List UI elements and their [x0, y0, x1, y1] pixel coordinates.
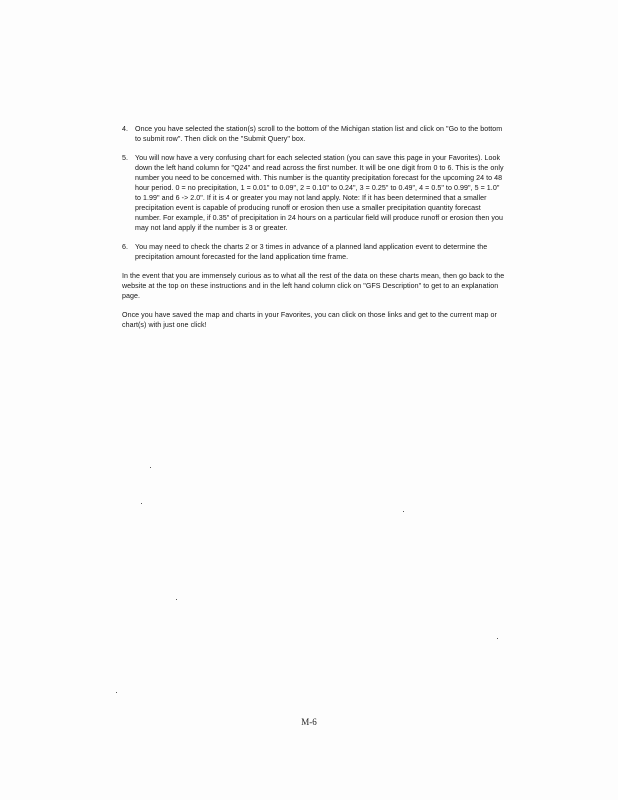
- item-text: Once you have selected the station(s) scroll to the bottom of the Michigan station list and click on "Go to the bottom to submit row". Then click on the "Submit Query" box.: [135, 125, 503, 143]
- item-number: 4.: [122, 125, 129, 133]
- scan-speck: [403, 511, 404, 512]
- scan-speck: [141, 503, 142, 504]
- instructions-body: [122, 124, 506, 339]
- item-number: 6.: [122, 243, 129, 251]
- list-item: [122, 124, 506, 144]
- list-item: [122, 242, 506, 262]
- scan-speck: [116, 692, 117, 693]
- paragraph-data-explanation: In the event that you are immensely curious as to what all the rest of the data on these charts mean, then go back to the website at the top on these instructions and in the left hand column click on "GFS Description" to get to an explanation page.: [122, 272, 505, 300]
- scan-speck: [176, 599, 177, 600]
- scan-speck: [150, 467, 151, 468]
- item-text: You will now have a very confusing chart for each selected station (you can save this page in your Favorites). Look down the left hand column for "Q24" and read across the first number. It will be one digit from 0 to 6. This is the only number you need to be concerned with. This number is the quantity precipitation forecast for the upcoming 24 to 48 hour period. 0 = no precipitation, 1 = 0.01" to 0.09", 2 = 0.10" to 0.24", 3 = 0.25" to 0.49", 4 = 0.5" to 0.99", 5 = 1.0" to 1.99" and 6 -> 2.0". If it is 4 or greater you may not land apply. Note: If it has been determined that a smaller precipitation event is capable of producing runoff or erosion then use a smaller precipitation quantity forecast number. For example, if 0.35" of precipitation in 24 hours on a particular field will produce runoff or erosion then you may not land apply if the number is 3 or greater.: [135, 154, 504, 232]
- scan-speck: [497, 638, 498, 639]
- item-text: You may need to check the charts 2 or 3 times in advance of a planned land application event to determine the precipitation amount forecasted for the land application time frame.: [135, 243, 488, 261]
- page-number: M-6: [301, 717, 317, 727]
- paragraph-favorites: Once you have saved the map and charts in your Favorites, you can click on those links and get to the current map or chart(s) with just one click!: [122, 311, 497, 329]
- item-number: 5.: [122, 154, 129, 162]
- list-item: [122, 153, 506, 233]
